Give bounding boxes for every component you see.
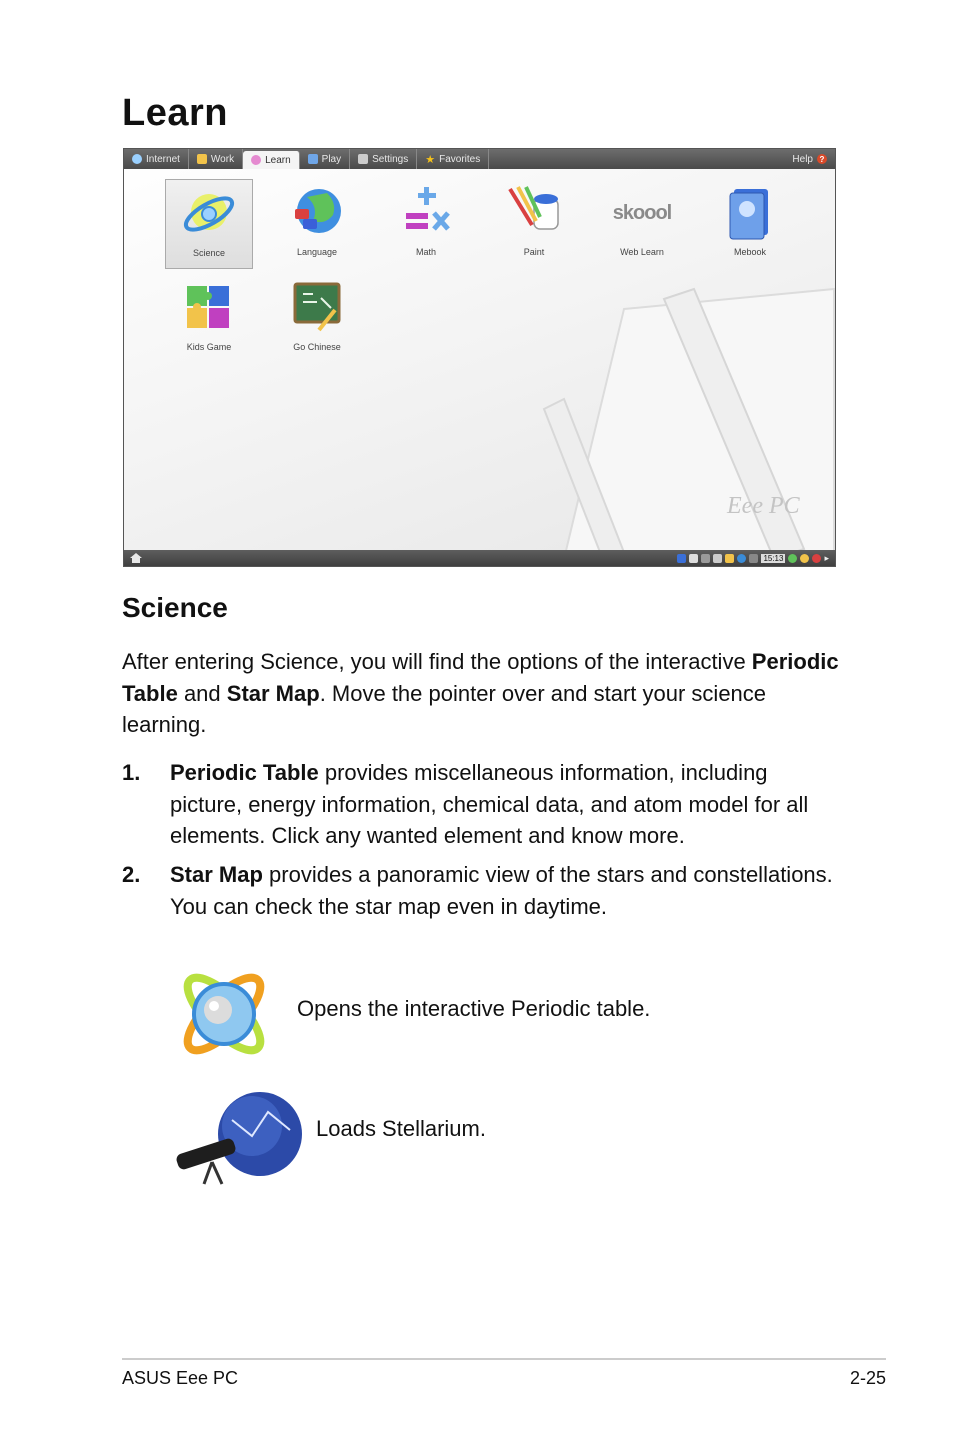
tab-label: Internet bbox=[146, 153, 180, 165]
app-language[interactable] bbox=[273, 179, 361, 269]
list-item bbox=[122, 757, 842, 852]
shutdown-icon[interactable] bbox=[812, 554, 821, 563]
periodic-table-description: Opens the interactive Periodic table. bbox=[297, 996, 651, 1021]
app-label: Web Learn bbox=[620, 247, 664, 257]
app-paint[interactable] bbox=[490, 179, 578, 269]
status-ok-icon[interactable] bbox=[788, 554, 797, 563]
star-icon: ★ bbox=[425, 153, 436, 166]
footer-page-number: 2-25 bbox=[849, 1368, 886, 1388]
math-icon bbox=[398, 185, 454, 241]
arrow-right-icon[interactable]: ▸ bbox=[824, 552, 829, 563]
list-text bbox=[170, 859, 842, 922]
paint-icon bbox=[506, 185, 562, 241]
tab-play[interactable] bbox=[300, 149, 350, 169]
learn-screenshot bbox=[123, 148, 836, 567]
list-number: 1. bbox=[122, 760, 141, 785]
app-label: Go Chinese bbox=[293, 342, 341, 352]
wrench-icon bbox=[358, 154, 368, 164]
language-globe-icon bbox=[289, 185, 345, 241]
keyboard-icon[interactable] bbox=[689, 554, 698, 563]
app-web-learn[interactable] bbox=[598, 179, 686, 269]
app-label: Math bbox=[415, 247, 436, 257]
tab-favorites[interactable] bbox=[417, 149, 489, 169]
volume-icon[interactable] bbox=[713, 554, 722, 563]
globe-icon bbox=[132, 154, 142, 164]
list-item bbox=[122, 859, 842, 922]
list-body: provides miscellaneous information, including picture, energy information, chemical data, and atom model for all elements. Click any wanted element and know more. bbox=[170, 760, 809, 848]
eee-pc-logo: Eee PC bbox=[727, 493, 800, 519]
intro-bold-star-map: Star Map bbox=[226, 680, 320, 706]
film-icon bbox=[308, 154, 318, 164]
help-label: Help bbox=[792, 153, 813, 165]
clock: 15:13 bbox=[763, 553, 784, 563]
top-tab-bar bbox=[124, 149, 835, 169]
help-icon: ? bbox=[817, 154, 827, 164]
list-bold-term: Periodic Table bbox=[170, 760, 319, 785]
tab-learn[interactable] bbox=[243, 151, 300, 169]
app-mebook[interactable] bbox=[706, 179, 794, 269]
stellarium-description: Loads Stellarium. bbox=[316, 1116, 486, 1141]
list-number: 2. bbox=[122, 862, 141, 887]
bottom-status-bar bbox=[124, 550, 835, 566]
tab-label: Settings bbox=[372, 153, 409, 165]
power-saving-icon[interactable] bbox=[800, 554, 809, 563]
network-icon[interactable] bbox=[677, 554, 686, 563]
page-title: Learn bbox=[122, 92, 228, 134]
tab-label: Play bbox=[321, 153, 342, 165]
tab-internet[interactable] bbox=[124, 149, 189, 169]
app-label: Science bbox=[192, 248, 226, 258]
intro-bold-periodic-table: Periodic Table bbox=[122, 649, 839, 706]
tab-work[interactable] bbox=[189, 149, 243, 169]
battery-icon[interactable] bbox=[749, 554, 758, 563]
app-label: Mebook bbox=[733, 247, 767, 257]
tab-label: Learn bbox=[265, 154, 291, 166]
intro-paragraph bbox=[122, 646, 842, 741]
help-button[interactable] bbox=[792, 154, 835, 165]
puzzle-icon bbox=[181, 280, 237, 336]
app-kids-game[interactable] bbox=[165, 274, 253, 364]
hat-icon bbox=[251, 155, 261, 165]
science-icon bbox=[181, 186, 237, 242]
intro-text: . Move the pointer over and start your science learning. bbox=[122, 680, 767, 737]
section-title: Science bbox=[122, 592, 228, 623]
app-science[interactable] bbox=[165, 179, 253, 269]
stellarium-icon bbox=[172, 1090, 310, 1186]
chalkboard-icon bbox=[289, 280, 345, 336]
list-bold-term: Star Map bbox=[170, 862, 263, 887]
wifi-icon[interactable] bbox=[737, 554, 746, 563]
tab-settings[interactable] bbox=[350, 149, 417, 169]
app-label: Paint bbox=[523, 247, 545, 257]
intro-text: After entering Science, you will find the options of the interactive bbox=[122, 649, 752, 674]
home-icon[interactable] bbox=[130, 553, 142, 563]
usb-icon[interactable] bbox=[725, 554, 734, 563]
app-math[interactable] bbox=[382, 179, 470, 269]
app-go-chinese[interactable] bbox=[273, 274, 361, 364]
intro-text: and bbox=[177, 680, 227, 706]
app-label: Kids Game bbox=[186, 342, 232, 352]
system-tray bbox=[677, 553, 835, 564]
footer-product-name: ASUS Eee PC bbox=[122, 1368, 239, 1388]
book-icon bbox=[722, 185, 778, 241]
periodic-table-icon bbox=[172, 966, 276, 1062]
list-text bbox=[170, 757, 842, 852]
app-label: Language bbox=[296, 247, 338, 257]
footer-divider bbox=[122, 1358, 886, 1360]
tab-label: Work bbox=[210, 153, 235, 165]
display-icon[interactable] bbox=[701, 554, 710, 563]
web-learn-icon bbox=[614, 185, 670, 241]
list-body: provides a panoramic view of the stars and constellations. You can check the star map even in daytime. bbox=[170, 862, 833, 919]
tab-label: Favorites bbox=[439, 153, 481, 165]
pencil-icon bbox=[197, 154, 207, 164]
skoool-logo-text: skoool bbox=[612, 201, 672, 224]
